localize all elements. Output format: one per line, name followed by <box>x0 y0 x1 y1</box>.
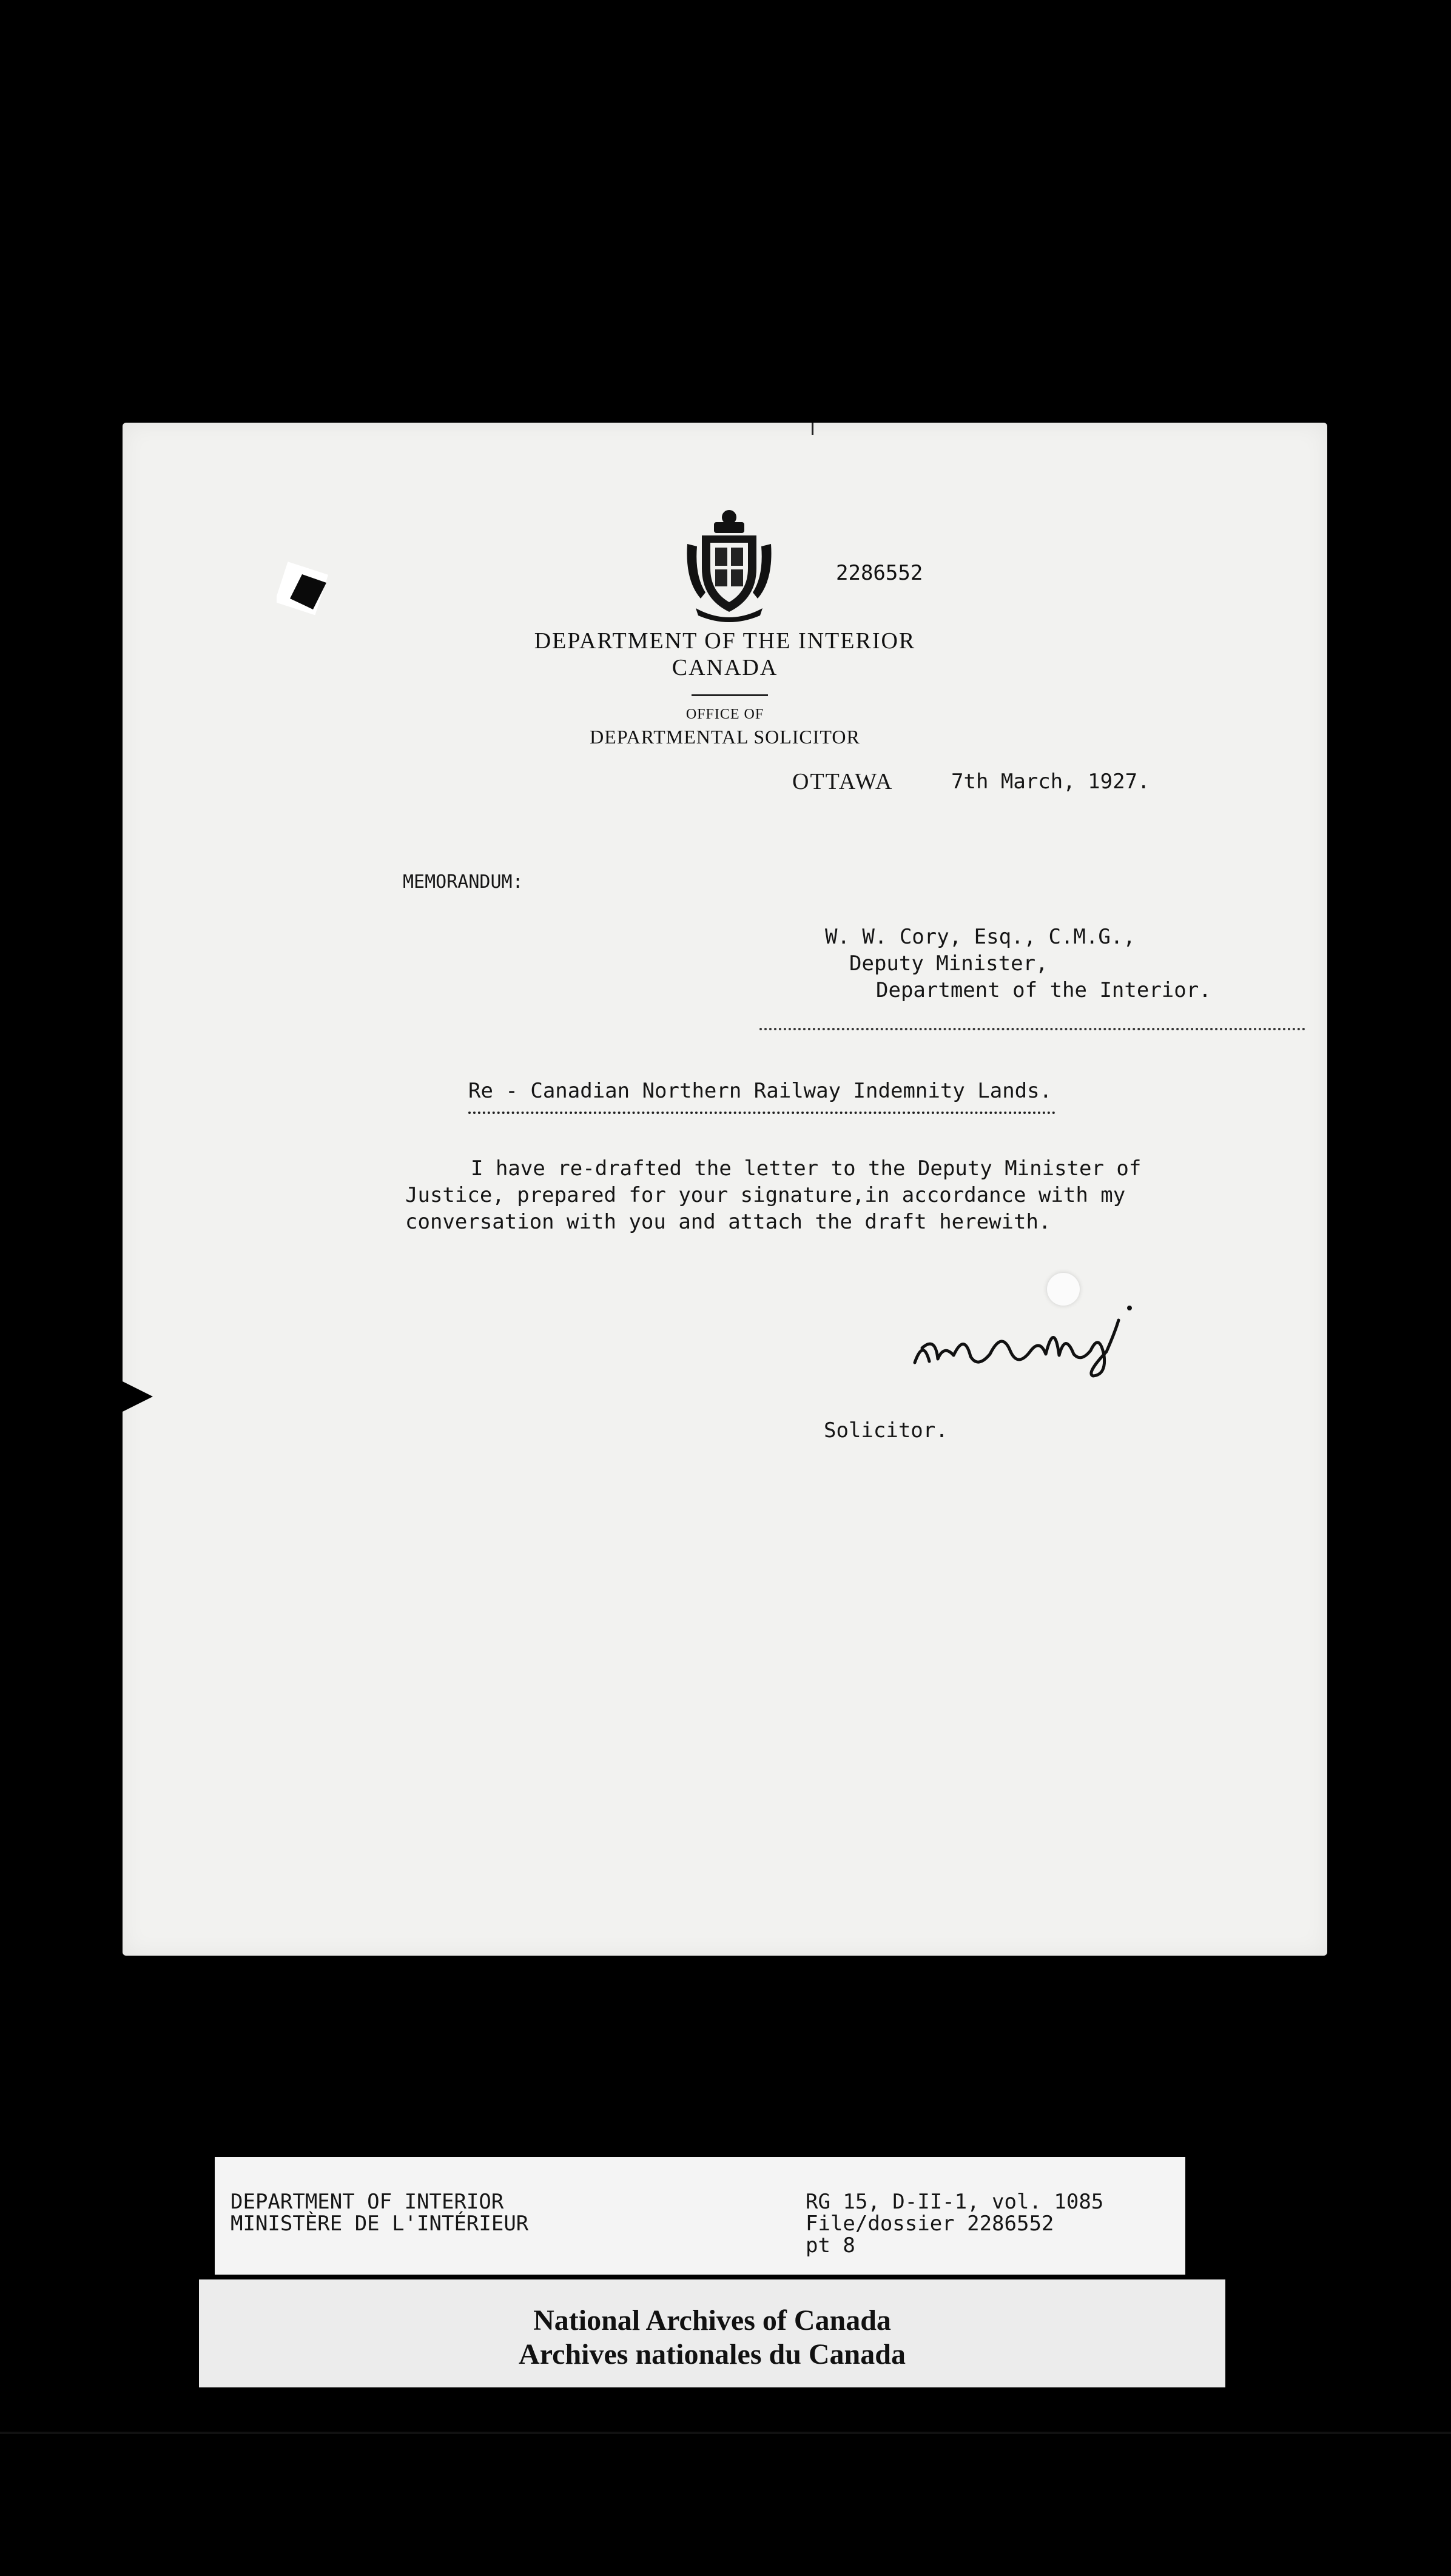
archives-name-english: National Archives of Canada <box>533 2304 891 2336</box>
document-page <box>123 423 1327 1956</box>
department-french: MINISTÈRE DE L'INTÉRIEUR <box>231 2212 529 2236</box>
place-line: OTTAWA <box>792 769 894 794</box>
page-notch <box>121 1381 153 1412</box>
archives-name-french: Archives nationales du Canada <box>519 2338 906 2370</box>
office-name: DEPARTMENTAL SOLICITOR <box>590 726 860 748</box>
signature-title: Solicitor. <box>824 1418 948 1443</box>
recipient-name: W. W. Cory, Esq., C.M.G., <box>825 925 1136 949</box>
file-reference: File/dossier 2286552 <box>806 2212 1054 2236</box>
office-of-label: OFFICE OF <box>685 706 764 722</box>
subject-underline <box>468 1112 1055 1114</box>
bottom-divider <box>0 2432 1451 2434</box>
department-name: DEPARTMENT OF THE INTERIOR <box>534 628 916 654</box>
page-edge-tick <box>812 423 813 435</box>
memo-label: MEMORANDUM: <box>403 871 524 893</box>
coat-of-arms-crest <box>684 508 775 623</box>
letter-date: 7th March, 1927. <box>951 770 1150 794</box>
body-line: I have re-drafted the letter to the Deputy Minister of <box>471 1156 1142 1181</box>
body-line: Justice, prepared for your signature,in accordance with my <box>405 1183 1126 1207</box>
country-name: CANADA <box>672 655 778 680</box>
handwritten-signature <box>911 1296 1166 1381</box>
part-reference: pt 8 <box>806 2233 855 2258</box>
heading-rule <box>692 694 768 696</box>
recipient-title: Deputy Minister, <box>849 951 1048 976</box>
archive-reference-label <box>215 2157 1185 2275</box>
record-group-reference: RG 15, D-II-1, vol. 1085 <box>806 2190 1104 2214</box>
body-line: conversation with you and attach the draft herewith. <box>405 1210 1051 1234</box>
ink-blot <box>277 561 349 628</box>
archives-banner <box>199 2279 1225 2387</box>
file-number: 2286552 <box>836 561 923 585</box>
department-english: DEPARTMENT OF INTERIOR <box>231 2190 504 2214</box>
recipient-department: Department of the Interior. <box>876 978 1211 1002</box>
address-rule <box>759 1028 1305 1030</box>
subject-line: Re - Canadian Northern Railway Indemnity Lands. <box>468 1079 1052 1103</box>
